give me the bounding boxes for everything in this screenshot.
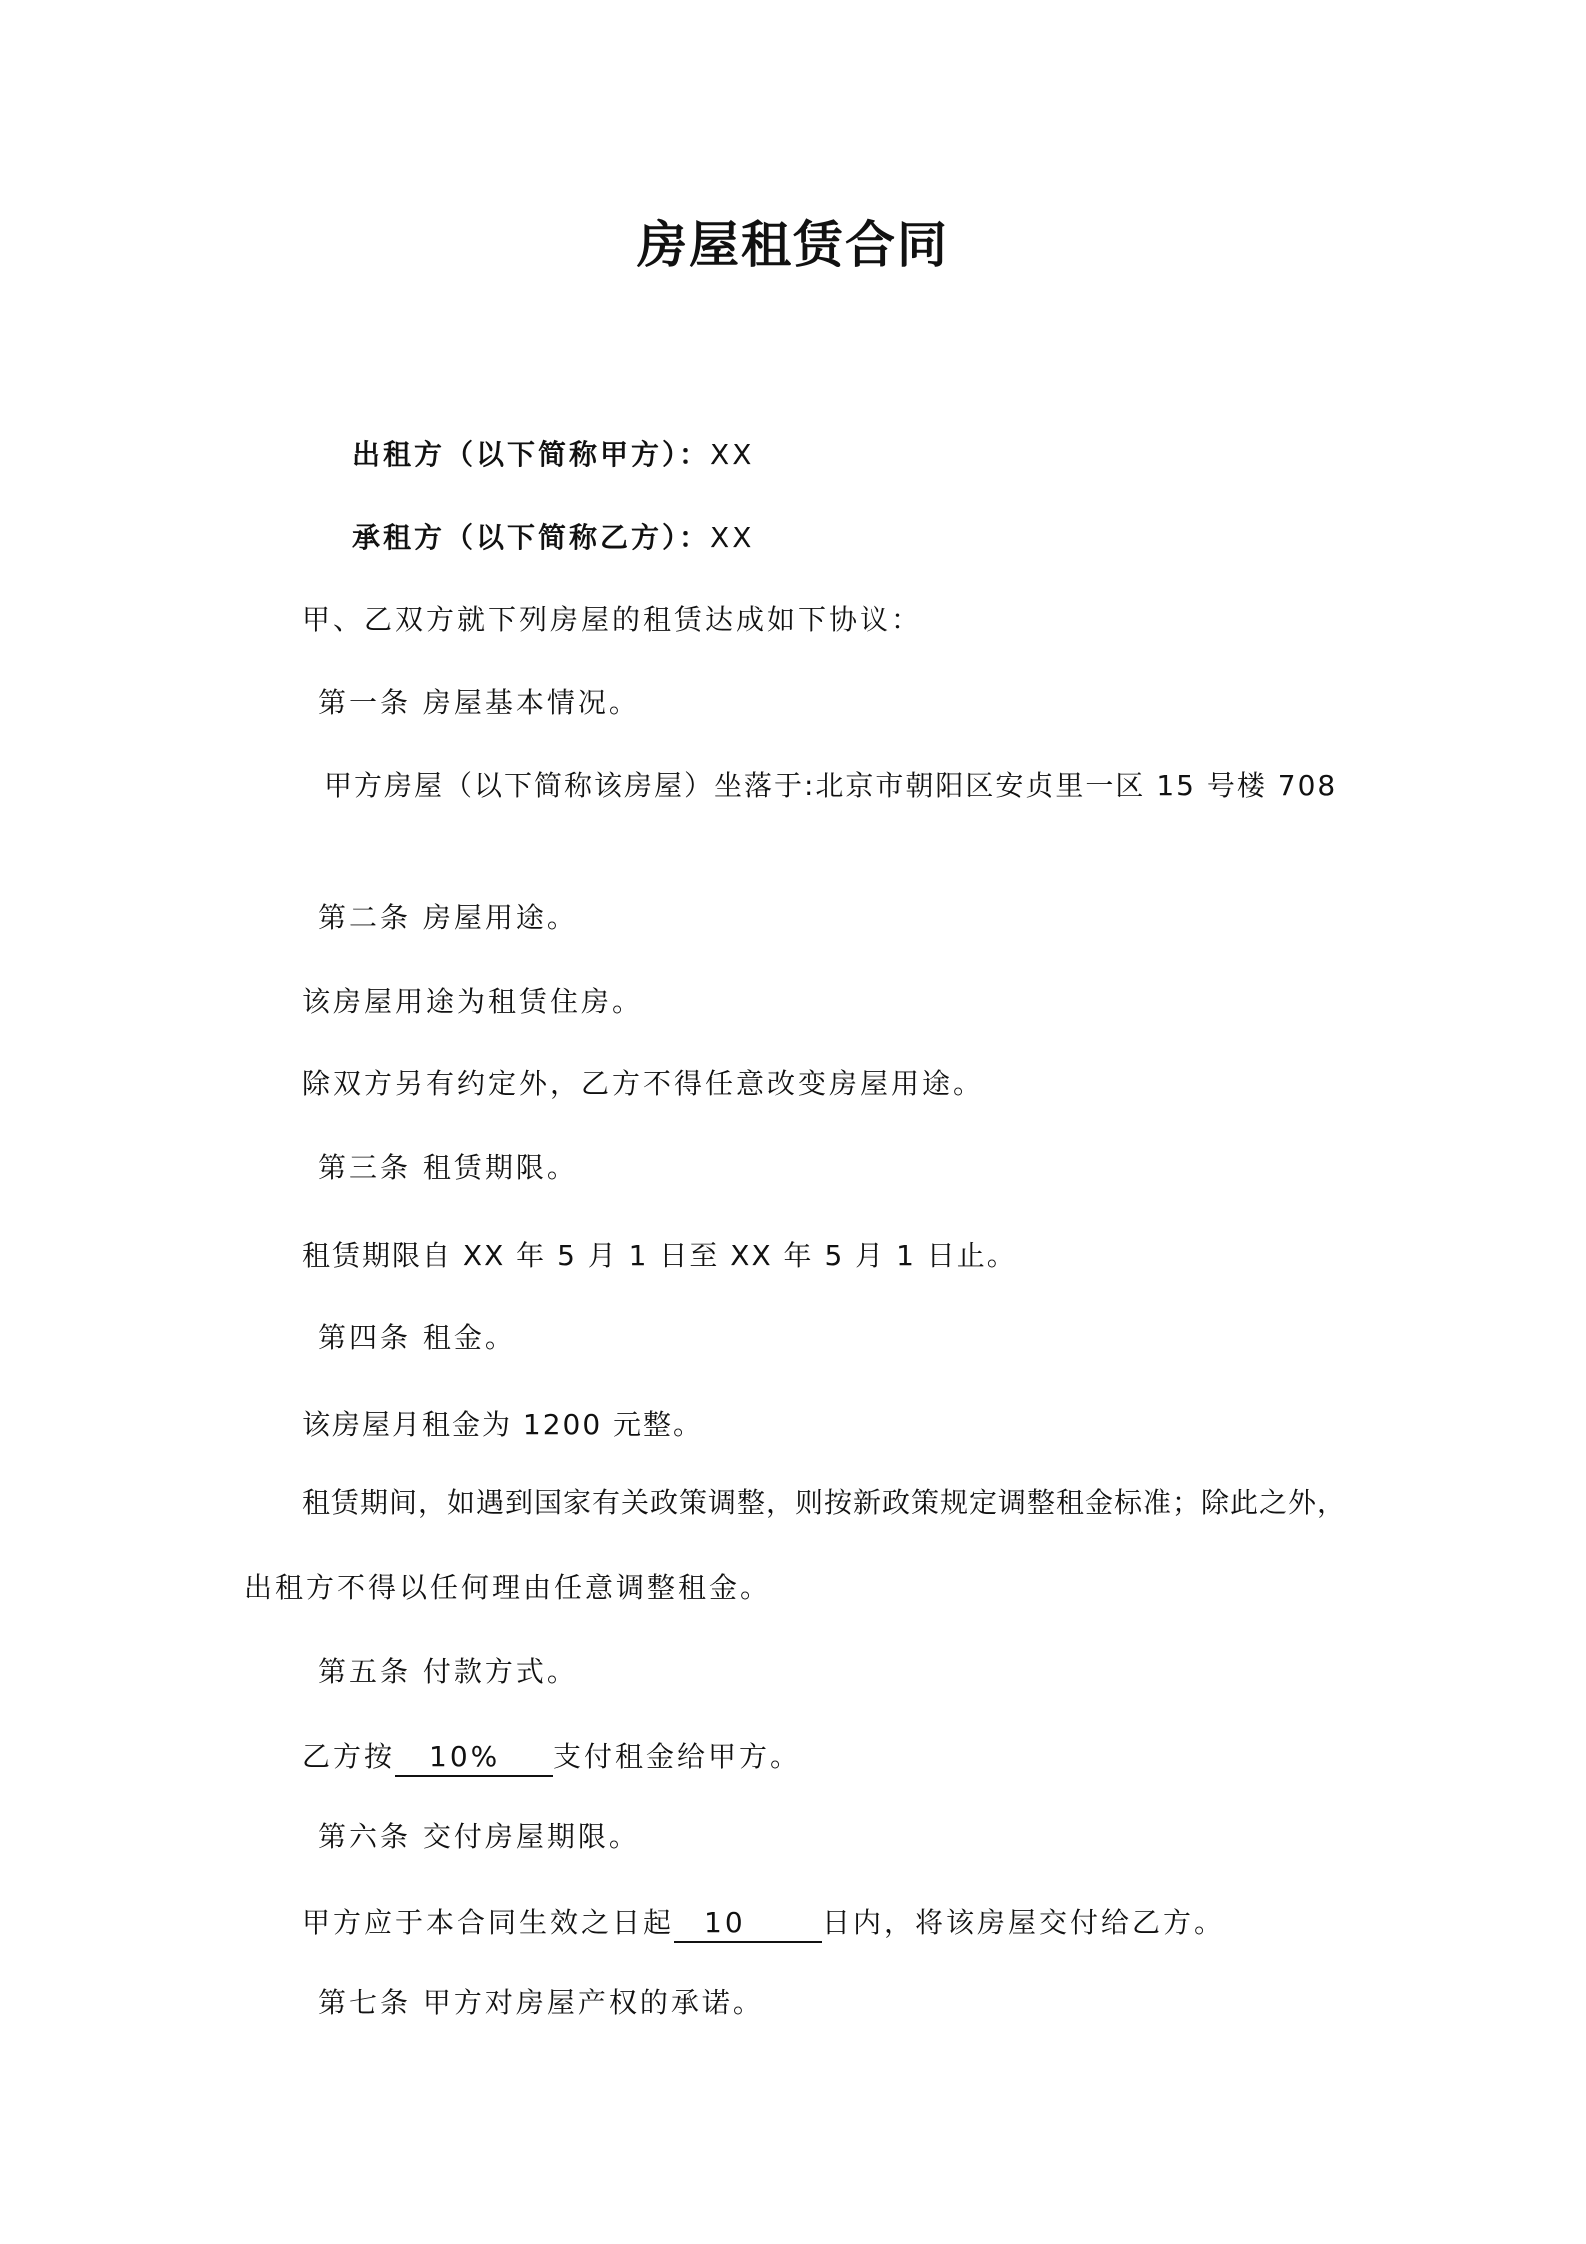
- page-title: 房屋租赁合同: [637, 216, 949, 274]
- article-4-text-1: 该房屋月租金为 1200 元整。: [302, 1408, 704, 1441]
- article-3-title: 第三条 租赁期限。: [318, 1151, 578, 1184]
- article-5-title: 第五条 付款方式。: [318, 1655, 578, 1688]
- article-7-title: 第七条 甲方对房屋产权的承诺。: [318, 1986, 764, 2019]
- lessor-value: XX: [710, 438, 755, 471]
- article-2-text-1: 该房屋用途为租赁住房。: [302, 985, 644, 1018]
- article-4-text-2: 租赁期间，如遇到国家有关政策调整，则按新政策规定调整租金标准；除此之外，: [302, 1486, 1347, 1519]
- article-6-text: [302, 1903, 1225, 1943]
- lessee-line: [352, 518, 754, 558]
- delivery-days-blank: 10: [674, 1905, 822, 1943]
- lessee-value: XX: [710, 521, 755, 554]
- intro-paragraph: 甲、乙双方就下列房屋的租赁达成如下协议：: [302, 603, 923, 636]
- article-6-prefix: 甲方应于本合同生效之日起: [302, 1906, 675, 1939]
- lessor-label: 出租方（以下简称甲方）：: [352, 438, 711, 471]
- article-5-suffix: 支付租金给甲方。: [553, 1740, 802, 1773]
- lessor-line: [352, 435, 754, 475]
- article-1-text: 甲方房屋（以下简称该房屋）坐落于:北京市朝阳区安贞里一区 15 号楼 708: [324, 769, 1338, 802]
- article-4-text-3: 出租方不得以任何理由任意调整租金。: [244, 1571, 772, 1604]
- article-6-suffix: 日内，将该房屋交付给乙方。: [822, 1906, 1226, 1939]
- article-5-text: [302, 1737, 801, 1777]
- article-2-title: 第二条 房屋用途。: [318, 901, 578, 934]
- article-6-title: 第六条 交付房屋期限。: [318, 1820, 640, 1853]
- article-3-text: 租赁期限自 XX 年 5 月 1 日至 XX 年 5 月 1 日止。: [302, 1239, 1017, 1272]
- payment-ratio-blank: 10%: [395, 1739, 553, 1777]
- article-5-prefix: 乙方按: [302, 1740, 396, 1773]
- article-4-title: 第四条 租金。: [318, 1321, 516, 1354]
- lessee-label: 承租方（以下简称乙方）：: [352, 521, 711, 554]
- article-2-text-2: 除双方另有约定外，乙方不得任意改变房屋用途。: [302, 1067, 985, 1100]
- article-1-title: 第一条 房屋基本情况。: [318, 686, 640, 719]
